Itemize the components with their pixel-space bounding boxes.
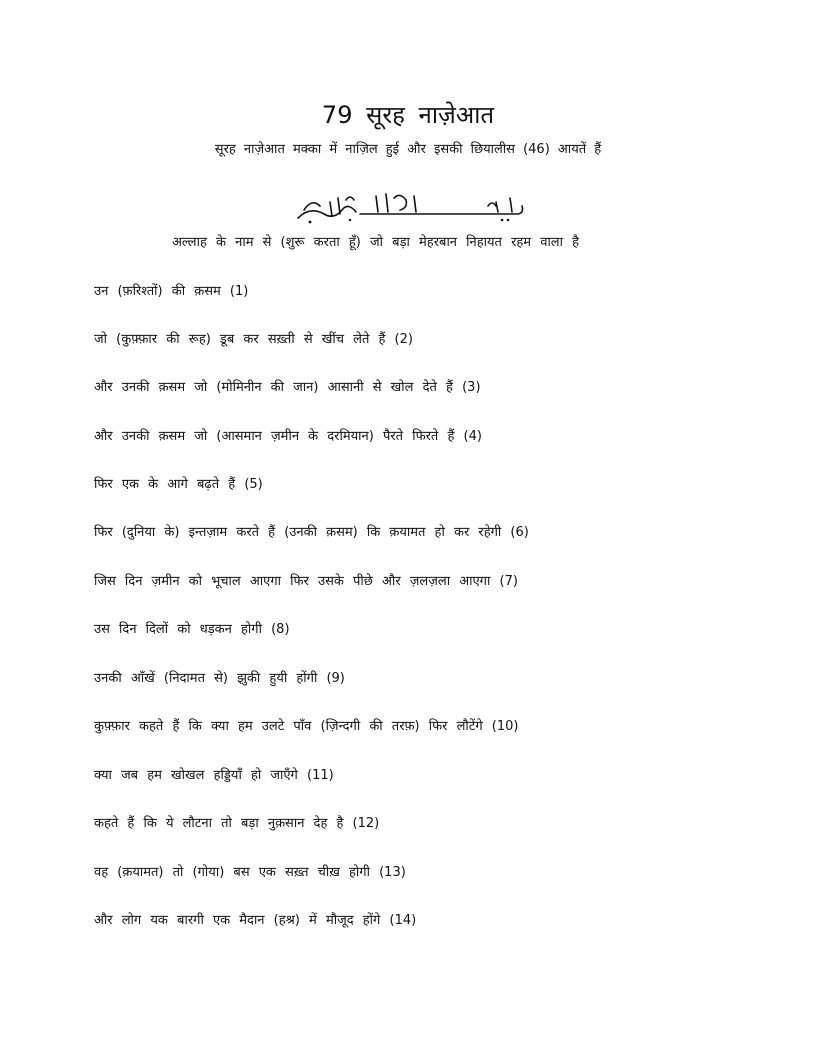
verse-line: उनकी आँखें (निदामत से) झुकी हुयी होंगी (9) — [94, 671, 345, 686]
verse-line: और उनकी क़सम जो (आसमान ज़मीन के दरमियान) पैरते फिरते हैं (4) — [94, 429, 482, 444]
verse-line: फिर (दुनिया के) इन्तज़ाम करते हैं (उनकी क़सम) कि क़यामत हो कर रहेगी (6) — [94, 525, 529, 540]
verse-line: क्या जब हम खोखल हड्डियाँ हो जाएँगे (11) — [94, 768, 334, 783]
page-title: 79 सूरह नाज़ेआत — [321, 101, 495, 129]
verse-line: और लोग यक बारगी एक मैदान (हश्र) में मौजूद होंगे (14) — [94, 913, 417, 928]
verse-line: जो (कुफ़्फ़ार की रूह) डूब कर सख़्ती से खींच लेते हैं (2) — [94, 332, 413, 347]
verse-line: फिर एक के आगे बढ़ते हैं (5) — [94, 477, 263, 492]
verse-line: उन (फ़रिश्तों) की क़सम (1) — [94, 284, 249, 299]
verse-line: कहते हैं कि ये लौटना तो बड़ा नुक़सान देह है (12) — [94, 816, 380, 831]
surah-subtitle: सूरह नाज़ेआत मक्का में नाज़िल हुई और इसकी छियालीस (46) आयतें हैं — [214, 142, 602, 157]
verse-line: कुफ़्फ़ार कहते हैं कि क्या हम उलटे पाँव (ज़िन्दगी की तरफ़) फिर लौटेंगे (10) — [94, 719, 519, 734]
bismillah-translation: अल्लाह के नाम से (शुरू करता हूँ) जो बड़ा मेहरबान निहायत रहम वाला है — [172, 235, 580, 250]
verse-line: उस दिन दिलों को धड़कन होगी (8) — [94, 622, 290, 637]
verse-line: जिस दिन ज़मीन को भूचाल आएगा फिर उसके पीछे और ज़लज़ला आएगा (7) — [94, 574, 518, 589]
verse-line: वह (क़यामत) तो (गोया) बस एक सख़्त चीख़ होगी (13) — [94, 865, 406, 880]
bismillah-calligraphy-icon — [290, 188, 530, 228]
verse-line: और उनकी क़सम जो (मोमिनीन की जान) आसानी से खोल देते हैं (3) — [94, 380, 481, 395]
